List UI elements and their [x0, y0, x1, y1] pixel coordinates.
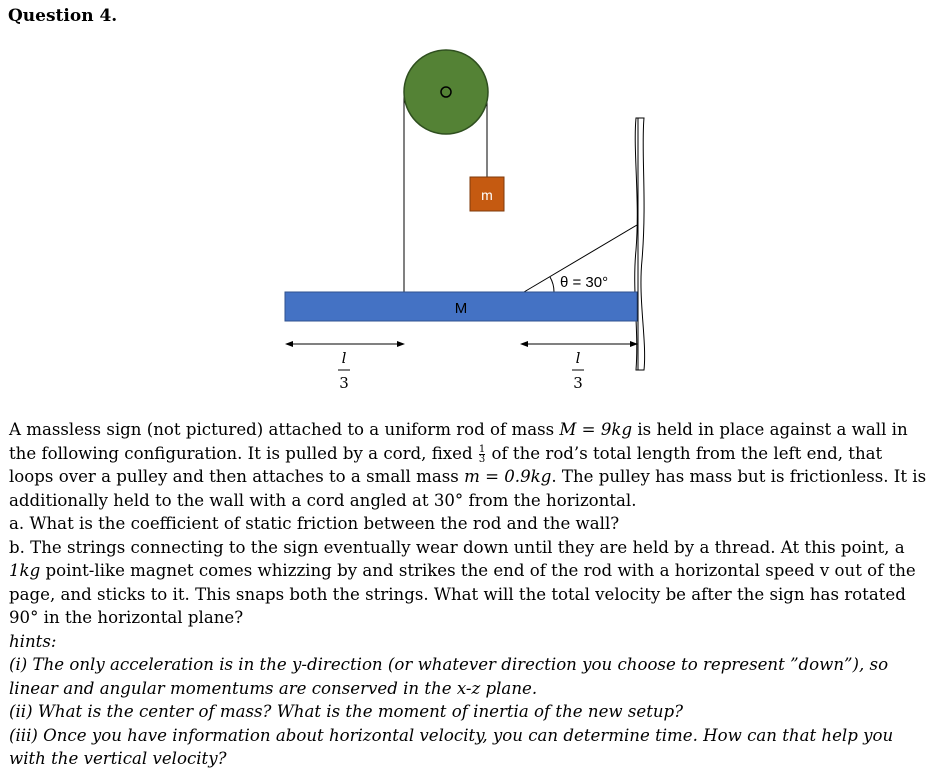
- right-fraction-num: l: [575, 349, 581, 367]
- left-fraction: [338, 349, 350, 392]
- right-fraction-den: 3: [573, 374, 583, 392]
- wall: [635, 118, 645, 370]
- part-a: a. What is the coefficient of static friction between the rod and the wall?: [9, 514, 620, 533]
- hint-1: (i) The only acceleration is in the y-direction (or whatever direction you choose to represent ”down”), so linear and angular momentums are conserved in the x-z plane.: [9, 655, 889, 698]
- block-m-label: m: [481, 187, 493, 203]
- angle-label: θ = 30°: [560, 274, 609, 291]
- pulley: [404, 50, 488, 134]
- part-b: b. The strings connecting to the sign eventually wear down until they are held by a thread. At this point, a 1kg point-like magnet comes whizzing by and strikes the end of the rod with a horizontal speed v out of the page, and sticks to it. This snaps both the strings. What will the total velocity be after the sign has rotated 90° in the horizontal plane?: [9, 537, 916, 627]
- right-dimension-arrow: [520, 341, 638, 347]
- mass-m: m = 0.9kg: [464, 467, 552, 486]
- problem-statement: A massless sign (not pictured) attached to a uniform rod of mass M = 9kg is held in place against a wall in the following configuration. It is pulled by a cord, fixed $\frac{1}{3}$ of the rod’s total length from the left end, that loops over a pulley and then attaches to a small mass m = 0.9kg. The pulley has mass but is frictionless. It is additionally held to the wall with a cord angled at 30° from the horizontal.: [9, 420, 927, 510]
- hint-2: (ii) What is the center of mass? What is the moment of inertia of the new setup?: [9, 702, 684, 721]
- left-dimension-arrow: [285, 341, 405, 347]
- inline-fraction: $\frac{1}{3}$: [478, 443, 486, 465]
- left-fraction-den: 3: [339, 374, 349, 392]
- mass-M: M = 9kg: [559, 420, 633, 439]
- angle-arc: [550, 277, 554, 292]
- question-title: Question 4.: [8, 6, 118, 26]
- rod-label: M: [454, 300, 468, 317]
- left-fraction-num: l: [341, 349, 347, 367]
- right-fraction: [572, 349, 584, 392]
- problem-text: [9, 418, 927, 771]
- hints-label: hints:: [9, 631, 57, 651]
- hint-3: (iii) Once you have information about horizontal velocity, you can determine time. How can that help you with the vertical velocity?: [9, 725, 894, 768]
